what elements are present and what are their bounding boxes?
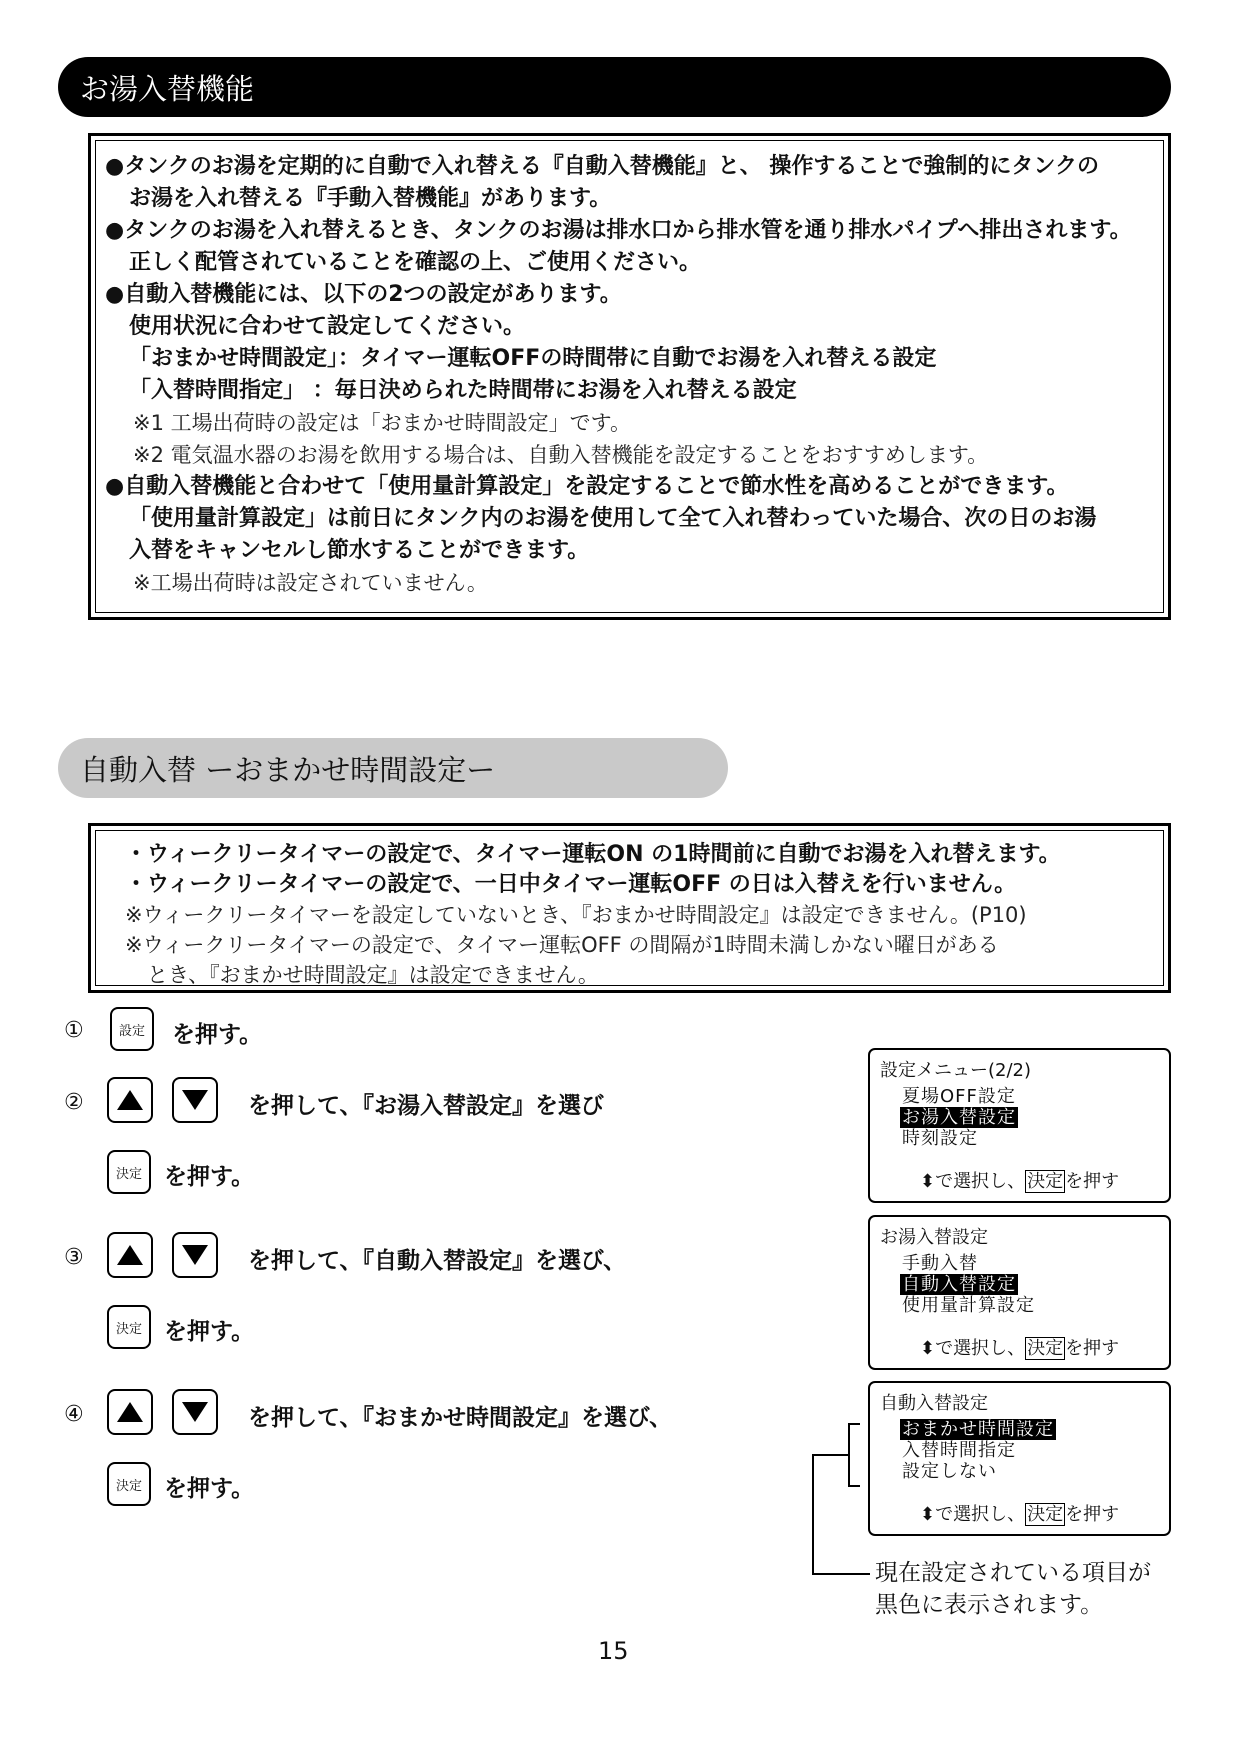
bracket-tick: [848, 1423, 860, 1425]
lcd-title: 設定メニュー(2/2): [880, 1060, 1032, 1081]
lcd-menu-item-selected[interactable]: お湯入替設定: [902, 1107, 1016, 1128]
lcd-menu-item-selected[interactable]: おまかせ時間設定: [902, 1419, 1054, 1440]
down-key-button[interactable]: [172, 1077, 218, 1123]
lcd-title: 自動入替設定: [880, 1393, 988, 1414]
settings-key-button[interactable]: 設定: [110, 1007, 154, 1051]
up-key-button[interactable]: [107, 1077, 153, 1123]
bracket-line: [848, 1423, 850, 1485]
step-text: を押す。: [164, 1319, 255, 1345]
down-arrow-icon: [182, 1245, 208, 1265]
step-number: ①: [64, 1018, 84, 1043]
info-box-replacement-function: [88, 133, 1171, 620]
lcd-title: お湯入替設定: [880, 1227, 988, 1248]
lcd-menu-item[interactable]: 手動入替: [902, 1253, 978, 1274]
info-line: ●自動入替機能には、以下の2つの設定があります。: [105, 282, 622, 307]
leader-line: [812, 1454, 814, 1574]
note-line: ※ウィークリータイマーを設定していないとき、『おまかせ時間設定』は設定できません。(P10): [125, 903, 1027, 927]
enter-key-label: 決定: [1027, 1338, 1064, 1359]
lcd-footer-hint: ⬍で選択し、 決定 を押す: [920, 1338, 1120, 1359]
step-text: を押す。: [172, 1022, 263, 1048]
enter-key-label: 決定: [1027, 1171, 1064, 1192]
page-number: 15: [598, 1637, 629, 1665]
up-key-button[interactable]: [107, 1232, 153, 1278]
enter-key-button[interactable]: 決定: [107, 1305, 151, 1349]
lcd-menu-item[interactable]: 時刻設定: [902, 1128, 978, 1149]
up-down-arrow-icon: ⬍: [920, 1171, 936, 1192]
lcd-menu-item[interactable]: 夏場OFF設定: [902, 1086, 1016, 1107]
info-line: 使用状況に合わせて設定してください。: [129, 314, 526, 339]
step-text: を押す。: [164, 1164, 255, 1190]
up-down-arrow-icon: ⬍: [920, 1338, 936, 1359]
up-arrow-icon: [117, 1090, 143, 1110]
info-line: 「入替時間指定」 ：毎日決められた時間帯にお湯を入れ替える設定: [129, 378, 797, 403]
note-line: ※工場出荷時は設定されていません。: [133, 571, 488, 595]
enter-key-label: 決定: [1027, 1504, 1064, 1525]
lcd-screen-replacement-settings: [868, 1215, 1171, 1370]
step-text: を押して、『自動入替設定』を選び、: [248, 1248, 627, 1274]
note-line: ※ウィークリータイマーの設定で、タイマー運転OFF の間隔が1時間未満しかない曜日がある: [125, 933, 999, 957]
lcd-menu-item[interactable]: 入替時間指定: [902, 1440, 1016, 1461]
info-line: 「使用量計算設定」は前日にタンク内のお湯を使用して全て入れ替わっていた場合、次の日のお湯: [129, 506, 1097, 531]
down-key-button[interactable]: [172, 1389, 218, 1435]
lcd-footer-hint: ⬍で選択し、 決定 を押す: [920, 1504, 1120, 1525]
caption-note: 現在設定されている項目が 黒色に表示されます。: [875, 1560, 1151, 1618]
enter-key-button[interactable]: 決定: [107, 1462, 151, 1506]
lcd-menu-item[interactable]: 設定しない: [902, 1461, 997, 1482]
section-header-auto-replacement: [58, 738, 728, 798]
up-key-button[interactable]: [107, 1389, 153, 1435]
down-arrow-icon: [182, 1402, 208, 1422]
info-line: ・ウィークリータイマーの設定で、一日中タイマー運転OFF の日は入替えを行いません。: [125, 872, 1017, 897]
lcd-menu-item-selected[interactable]: 自動入替設定: [902, 1274, 1016, 1295]
info-line: 入替をキャンセルし節水することができます。: [129, 538, 590, 563]
step-text: を押して、『おまかせ時間設定』を選び、: [248, 1405, 673, 1431]
step-number: ③: [64, 1245, 84, 1270]
step-number: ④: [64, 1402, 84, 1427]
lcd-screen-auto-replacement: [868, 1381, 1171, 1536]
lcd-footer-hint: ⬍で選択し、 決定 を押す: [920, 1171, 1120, 1192]
step-text: を押して、『お湯入替設定』を選び: [248, 1093, 605, 1119]
info-line: ●タンクのお湯を定期的に自動で入れ替える『自動入替機能』と、 操作することで強制的にタンクの: [105, 154, 1099, 179]
note-line: ※1 工場出荷時の設定は「おまかせ時間設定」です。: [133, 411, 631, 435]
up-down-arrow-icon: ⬍: [920, 1504, 936, 1525]
step-text: を押す。: [164, 1476, 255, 1502]
info-line: お湯を入れ替える『手動入替機能』があります。: [129, 186, 612, 211]
info-line: ●自動入替機能と合わせて「使用量計算設定」を設定することで節水性を高めることができます。: [105, 474, 1069, 499]
section-title: 自動入替 ーおまかせ時間設定ー: [80, 752, 496, 787]
down-arrow-icon: [182, 1090, 208, 1110]
note-line: とき、『おまかせ時間設定』は設定できません。: [147, 963, 599, 987]
up-arrow-icon: [117, 1245, 143, 1265]
leader-line: [812, 1573, 870, 1575]
step-number: ②: [64, 1090, 84, 1115]
lcd-screen-settings-menu: [868, 1048, 1171, 1203]
bracket-connector: [812, 1454, 848, 1456]
info-line: ・ウィークリータイマーの設定で、タイマー運転ON の1時間前に自動でお湯を入れ替えます。: [125, 842, 1061, 867]
up-arrow-icon: [117, 1402, 143, 1422]
info-line: 正しく配管されていることを確認の上、ご使用ください。: [129, 250, 702, 275]
enter-key-button[interactable]: 決定: [107, 1150, 151, 1194]
section-title: お湯入替機能: [80, 71, 255, 106]
info-line: ●タンクのお湯を入れ替えるとき、タンクのお湯は排水口から排水管を通り排水パイプへ排出されます。: [105, 218, 1132, 243]
down-key-button[interactable]: [172, 1232, 218, 1278]
info-line: 「おまかせ時間設定」：タイマー運転OFFの時間帯に自動でお湯を入れ替える設定: [129, 346, 937, 371]
section-header-hot-water-replacement: [58, 57, 1171, 117]
lcd-menu-item[interactable]: 使用量計算設定: [902, 1295, 1035, 1316]
bracket-tick: [848, 1485, 860, 1487]
note-line: ※2 電気温水器のお湯を飲用する場合は、自動入替機能を設定することをおすすめします。: [133, 443, 989, 467]
info-box-auto-time-setting: [88, 823, 1171, 993]
